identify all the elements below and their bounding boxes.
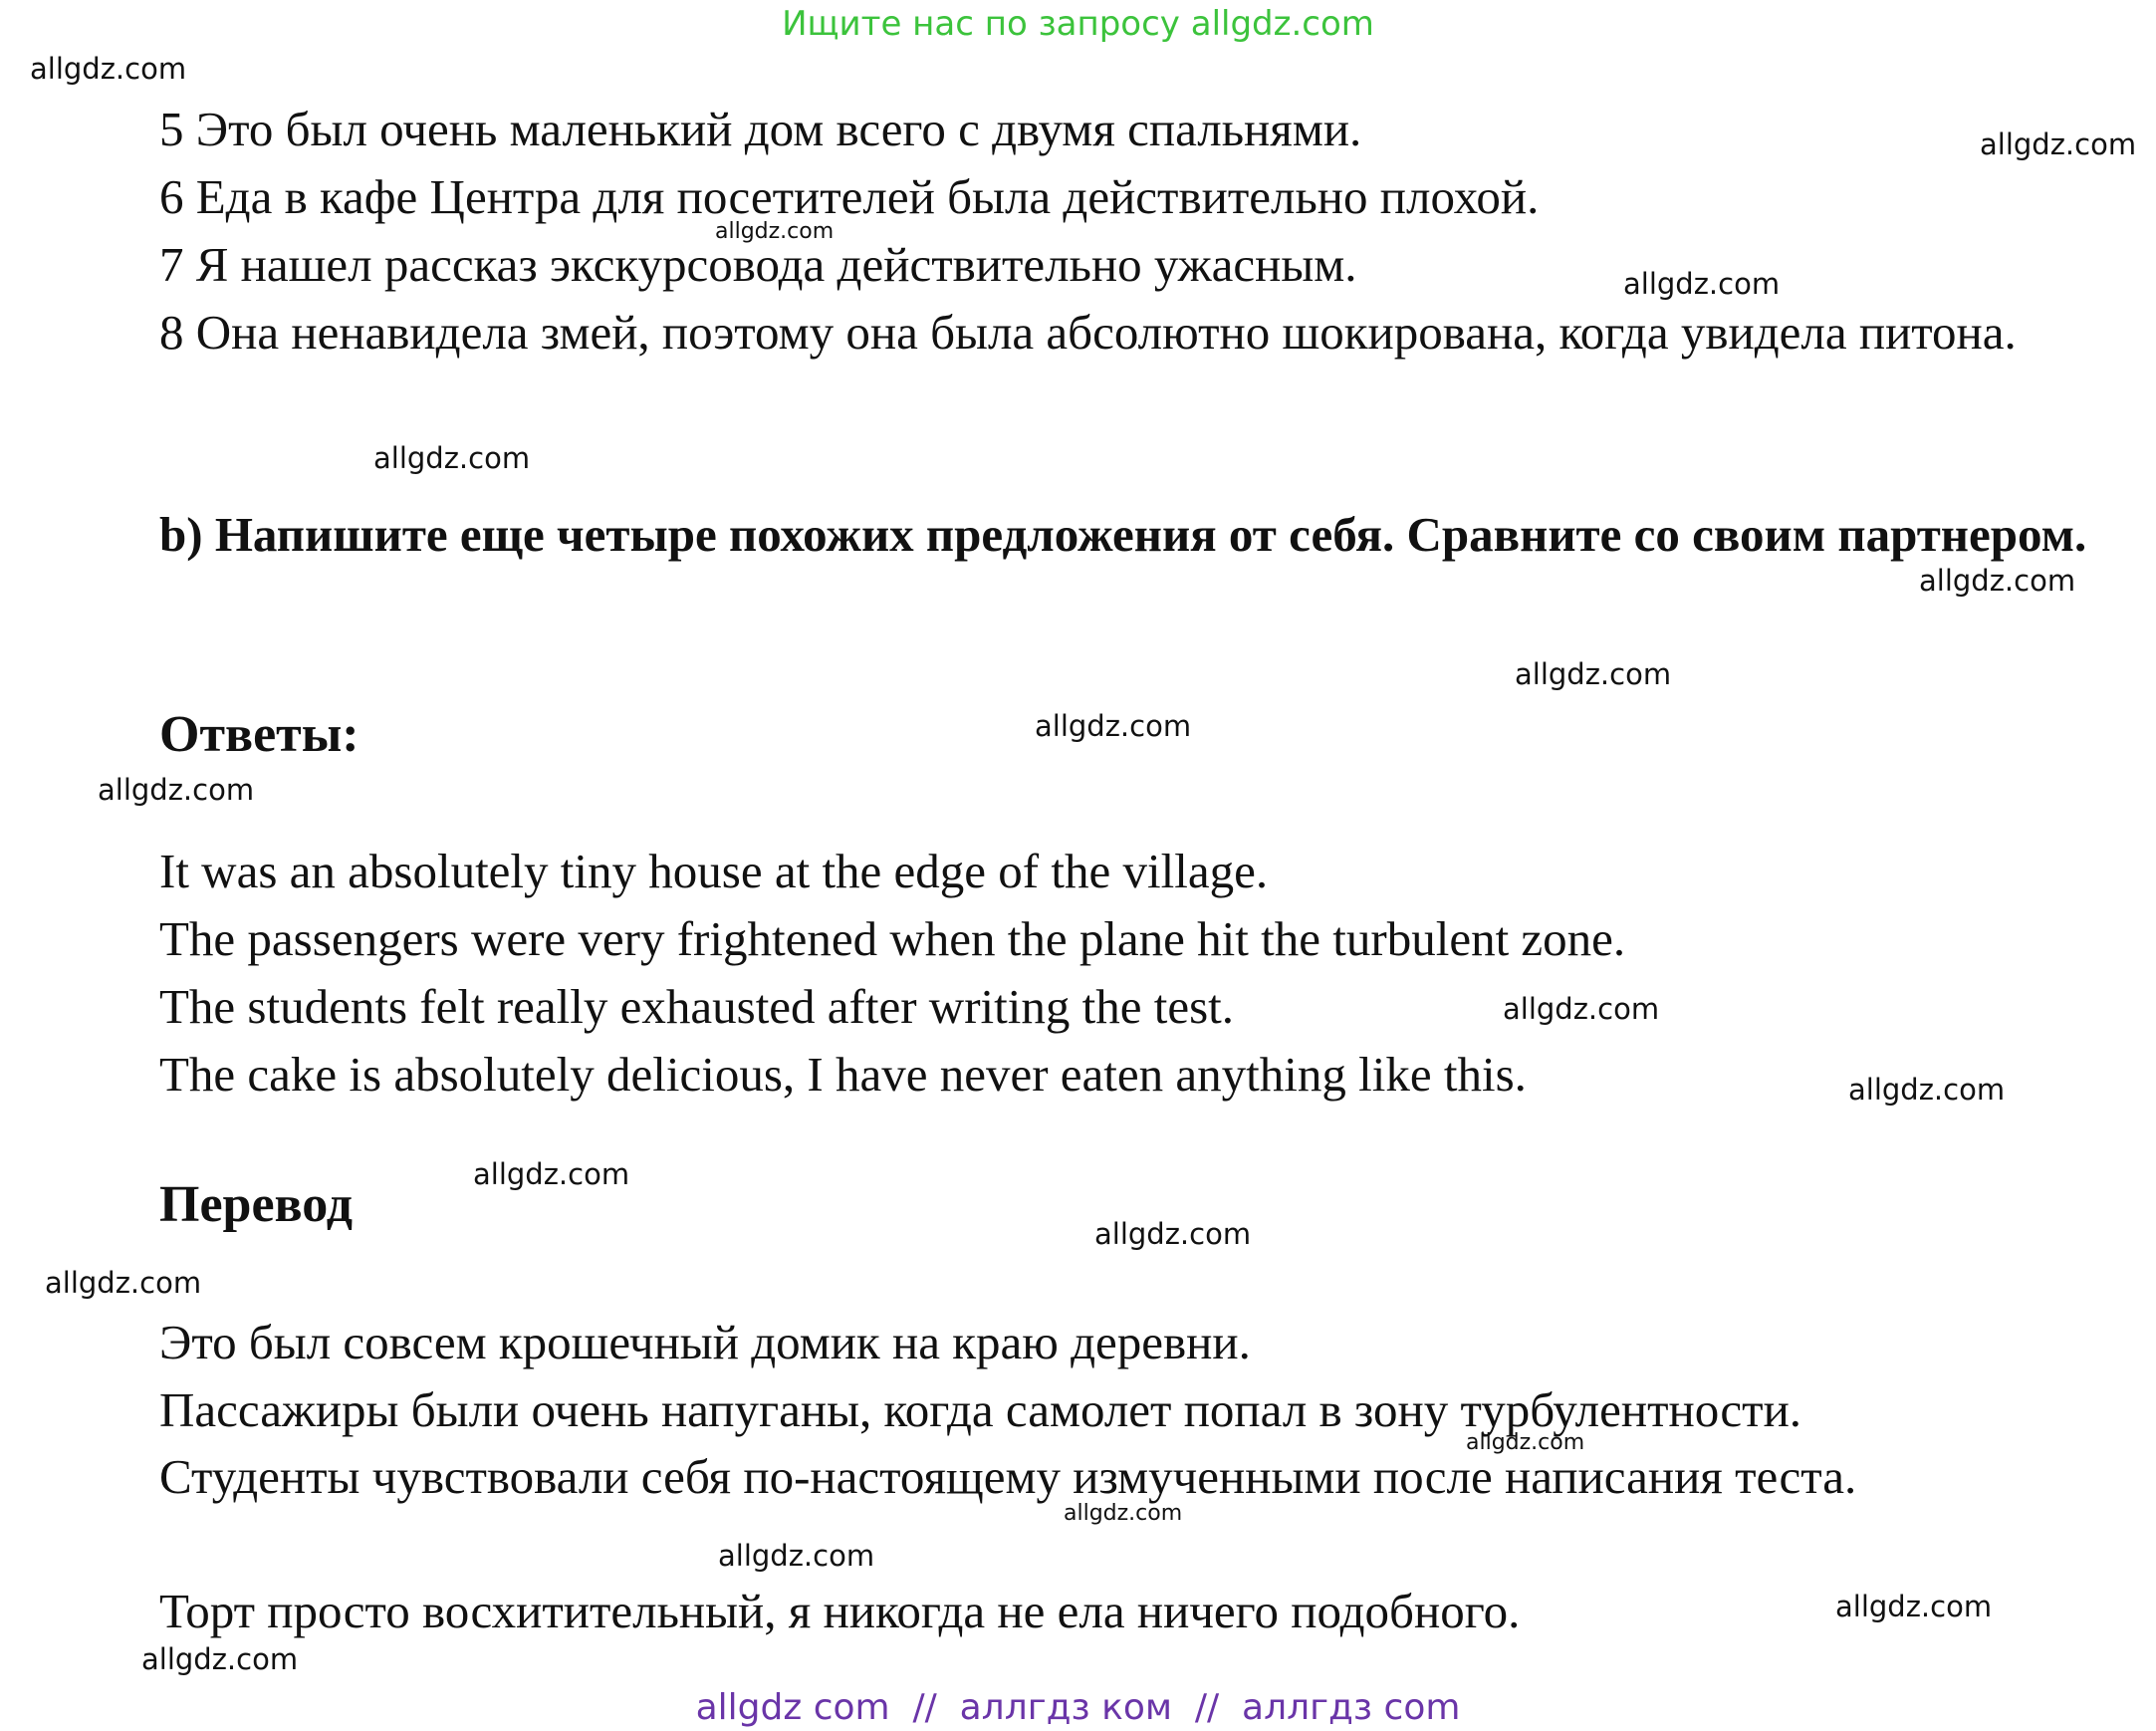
watermark: allgdz.com bbox=[1919, 564, 2076, 598]
answers-heading: Ответы: bbox=[159, 706, 359, 763]
watermark: allgdz.com bbox=[141, 1642, 299, 1676]
exercise-sentence-6: 6 Еда в кафе Центра для посетителей была действительно плохой. bbox=[159, 169, 1540, 224]
watermark: allgdz.com bbox=[1835, 1590, 1993, 1623]
answer-line-4: The cake is absolutely delicious, I have never eaten anything like this. bbox=[159, 1047, 1527, 1102]
answer-line-3: The students felt really exhausted after writing the test. bbox=[159, 979, 1235, 1034]
header-search-text: Ищите нас по запросу allgdz.com bbox=[782, 4, 1374, 44]
watermark: allgdz.com bbox=[473, 1157, 630, 1191]
exercise-sentence-8: 8 Она ненавидела змей, поэтому она была абсолютно шокирована, когда увидела питона. bbox=[159, 305, 2017, 360]
translation-line-1: Это был совсем крошечный домик на краю деревни. bbox=[159, 1315, 1251, 1369]
watermark: allgdz.com bbox=[373, 441, 531, 475]
watermark: allgdz.com bbox=[1623, 267, 1781, 301]
watermark: allgdz.com bbox=[1980, 127, 2137, 161]
watermark: allgdz.com bbox=[1848, 1073, 2006, 1107]
watermark: allgdz.com bbox=[45, 1266, 202, 1300]
watermark: allgdz.com bbox=[1064, 1501, 1183, 1526]
watermark: allgdz.com bbox=[715, 219, 835, 244]
watermark: allgdz.com bbox=[98, 773, 255, 807]
exercise-sentence-5: 5 Это был очень маленький дом всего с двумя спальнями. bbox=[159, 102, 1362, 156]
watermark: allgdz.com bbox=[1094, 1217, 1252, 1251]
answer-line-2: The passengers were very frightened when the plane hit the turbulent zone. bbox=[159, 911, 1626, 966]
answer-line-1: It was an absolutely tiny house at the edge of the village. bbox=[159, 844, 1269, 898]
watermark: allgdz.com bbox=[1035, 709, 1192, 743]
footer-links: allgdz com // аллгдз ком // аллгдз com bbox=[695, 1687, 1461, 1728]
watermark: allgdz.com bbox=[1503, 992, 1660, 1026]
translation-line-4: Торт просто восхитительный, я никогда не ела ничего подобного. bbox=[159, 1584, 1521, 1638]
translation-heading: Перевод bbox=[159, 1176, 354, 1233]
watermark: allgdz.com bbox=[1466, 1430, 1585, 1455]
watermark: allgdz.com bbox=[30, 52, 187, 86]
exercise-sentence-7: 7 Я нашел рассказ экскурсовода действительно ужасным. bbox=[159, 237, 1357, 292]
task-b-instruction: b) Напишите еще четыре похожих предложения от себя. Сравните со своим партнером. bbox=[159, 507, 2087, 562]
translation-line-3: Студенты чувствовали себя по-настоящему измученными после написания теста. bbox=[159, 1449, 1857, 1504]
watermark: allgdz.com bbox=[1515, 657, 1672, 691]
translation-line-2: Пассажиры были очень напуганы, когда самолет попал в зону турбулентности. bbox=[159, 1382, 1802, 1437]
watermark: allgdz.com bbox=[718, 1539, 875, 1573]
